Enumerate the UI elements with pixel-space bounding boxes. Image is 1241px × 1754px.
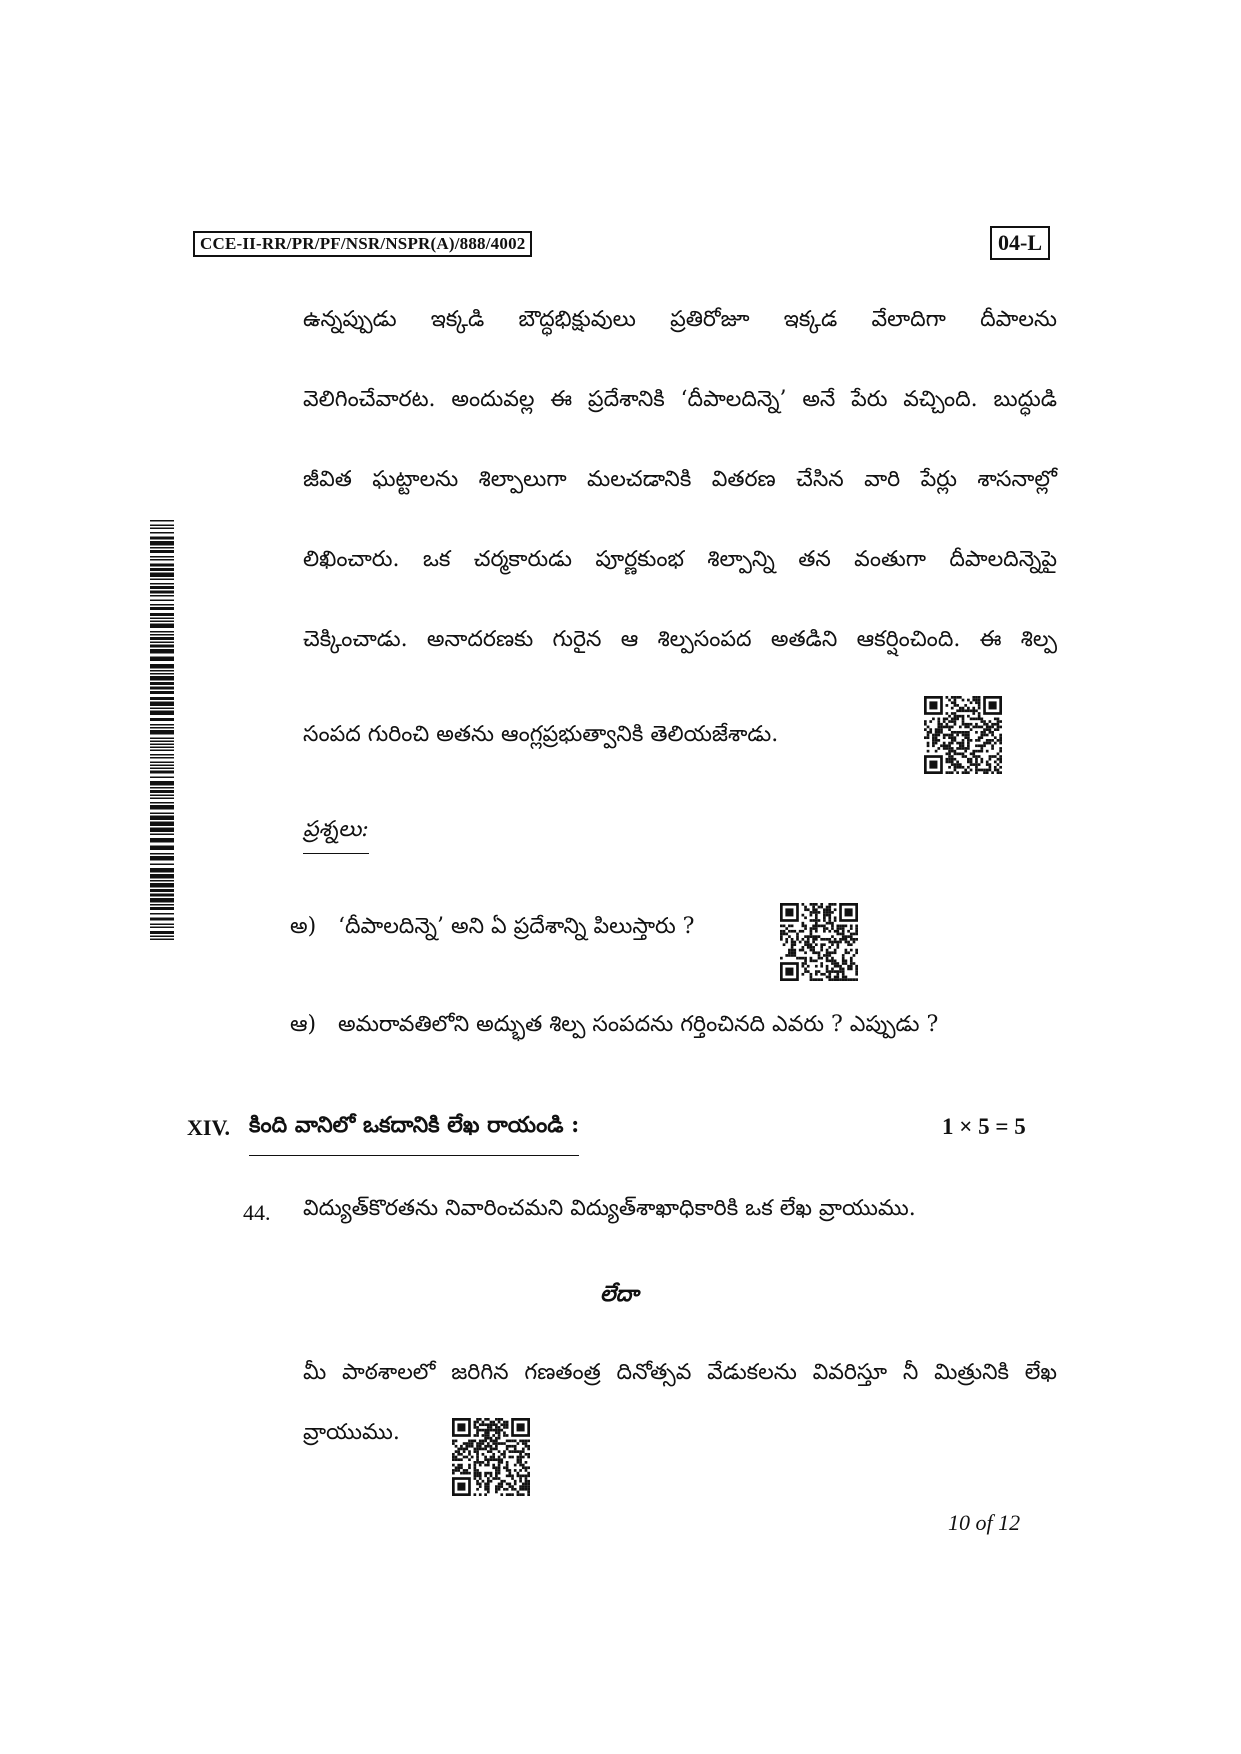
qr-code-icon [780, 903, 858, 981]
section-marks: 1 × 5 = 5 [942, 1114, 1026, 1139]
question-text: విద్యుత్‌కొరతను నివారించమని విద్యుత్‌శాఖాధికారికి ఒక లేఖ వ్రాయుము. [303, 1196, 916, 1221]
or-separator: లేదా [600, 1281, 639, 1307]
passage-line: చెక్కించాడు. అనాదరణకు గురైన ఆ శిల్పసంపద అతడిని ఆకర్షించింది. ఈ శిల్ప [303, 627, 1057, 652]
page-number: 10 of 12 [948, 1510, 1021, 1535]
question-text: అమరావతిలోని అద్భుత శిల్ప సంపదను గర్తించినది ఎవరు ? ఎప్పుడు ? [338, 1012, 939, 1037]
question-label: అ) [290, 914, 317, 939]
qr-code-icon [452, 1418, 530, 1496]
question-number: 44. [243, 1200, 271, 1225]
question-label: ఆ) [290, 1012, 317, 1037]
page-code: 04-L [990, 226, 1050, 260]
passage-line: ఉన్నప్పుడు ఇక్కడి బౌద్ధభిక్షువులు ప్రతిరోజూ ఇక్కడ వేలాదిగా దీపాలను [303, 307, 1057, 332]
alternate-question-line: వ్రాయుము. [303, 1420, 400, 1445]
barcode-icon [150, 520, 174, 940]
paper-code: CCE-II-RR/PR/PF/NSR/NSPR(A)/888/4002 [193, 231, 532, 257]
passage-line: జీవిత ఘట్టాలను శిల్పాలుగా మలచడానికి వితరణ చేసిన వారి పేర్లు శాసనాల్లో [303, 467, 1057, 492]
alternate-question-line: మీ పాఠశాలలో జరిగిన గణతంత్ర దినోత్సవ వేడుకలను వివరిస్తూ నీ మిత్రునికి లేఖ [303, 1360, 1057, 1385]
section-number: XIV. [187, 1115, 231, 1140]
question-item [290, 1012, 938, 1042]
passage-line: సంపద గురించి అతను ఆంగ్లప్రభుత్వానికి తెలియజేశాడు. [303, 722, 779, 747]
question-text: ‘దీపాలదిన్నె’ అని ఏ ప్రదేశాన్ని పిలుస్తారు ? [338, 914, 695, 939]
passage-line: లిఖించారు. ఒక చర్మకారుడు పూర్ణకుంభ శిల్పాన్ని తన వంతుగా దీపాలదిన్నెపై [303, 547, 1057, 572]
question-item [290, 914, 694, 944]
qr-code-icon [924, 696, 1002, 774]
section-title: కింది వానిలో ఒకదానికి లేఖ రాయండి : [249, 1112, 579, 1156]
passage-line: వెలిగించేవారట. అందువల్ల ఈ ప్రదేశానికి ‘దీపాలదిన్నె’ అనే పేరు వచ్చింది. బుద్ధుడి [303, 387, 1057, 412]
questions-heading: ప్రశ్నలు: [303, 817, 369, 854]
